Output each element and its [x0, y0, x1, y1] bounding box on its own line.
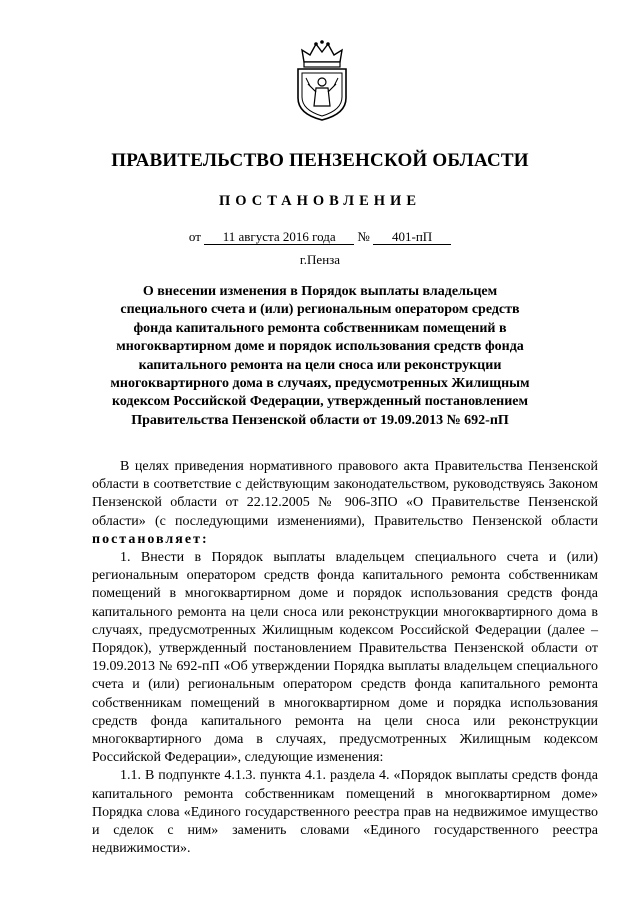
- city: г.Пенза: [299, 252, 341, 267]
- document-number: 401-пП: [373, 229, 451, 245]
- intro-text: В целях приведения нормативного правового акта Правительства Пензенской области в соответствие с действующим законодательством, руководствуясь Законом Пензенской области от 22.12.2005 № 906-ЗПО «О Правительстве Пензенской области» (с последующими изменениями), Правительство Пензенской области: [92, 459, 598, 529]
- document-heading: О внесении изменения в Порядок выплаты владельцем специального счета и (или) региональным оператором средств фонда капитального ремонта собственникам помещений в многоквартирном доме и порядок использования средств фонда капитального ремонта на цели сноса или реконструкции многоквартирного дома в случаях, предусмотренных Жилищным кодексом Российской Федерации, утвержденный постановлением Правительства Пензенской области от 19.09.2013 № 692-пП: [110, 284, 530, 428]
- coat-of-arms-icon: [292, 40, 352, 122]
- date-number-line: [0, 229, 640, 245]
- date-prefix: от: [188, 229, 201, 244]
- government-title: ПРАВИТЕЛЬСТВО ПЕНЗЕНСКОЙ ОБЛАСТИ: [111, 150, 529, 171]
- item-1: 1. Внести в Порядок выплаты владельцем специального счета и (или) региональным оператором средств фонда капитального ремонта собственникам помещений в многоквартирном доме и порядок использования средств фонда капитального ремонта на цели сноса или реконструкции многоквартирного дома в случаях, предусмотренных Жилищным кодексом Российской Федерации (далее – Порядок), утвержденный постановлением Правительства Пензенской области от 19.09.2013 № 692-пП «Об утверждении Порядка выплаты владельцем специального счета и (или) региональным оператором средств фонда капитального ремонта собственникам помещений в многоквартирном доме и порядка использования средств фонда капитального ремонта на цели сноса или реконструкции многоквартирного дома в случаях, предусмотренных Жилищным кодексом Российской Федерации», следующие изменения:: [92, 550, 598, 766]
- number-prefix: №: [357, 229, 370, 244]
- document-type: ПОСТАНОВЛЕНИЕ: [218, 193, 421, 209]
- document-body: [92, 458, 598, 858]
- intro-paragraph: [92, 458, 598, 549]
- resolves-text: постановляет:: [92, 531, 209, 547]
- item-1-1: 1.1. В подпункте 4.1.3. пункта 4.1. раздела 4. «Порядок выплаты средств фонда капитального ремонта собственникам помещений в многоквартирном доме» Порядка слова «Единого государственного реестра прав на недвижимое имущество и сделок с ним» заменить словами «Единого государственного реестра недвижимости».: [92, 768, 598, 857]
- document-date: 11 августа 2016 года: [204, 229, 354, 245]
